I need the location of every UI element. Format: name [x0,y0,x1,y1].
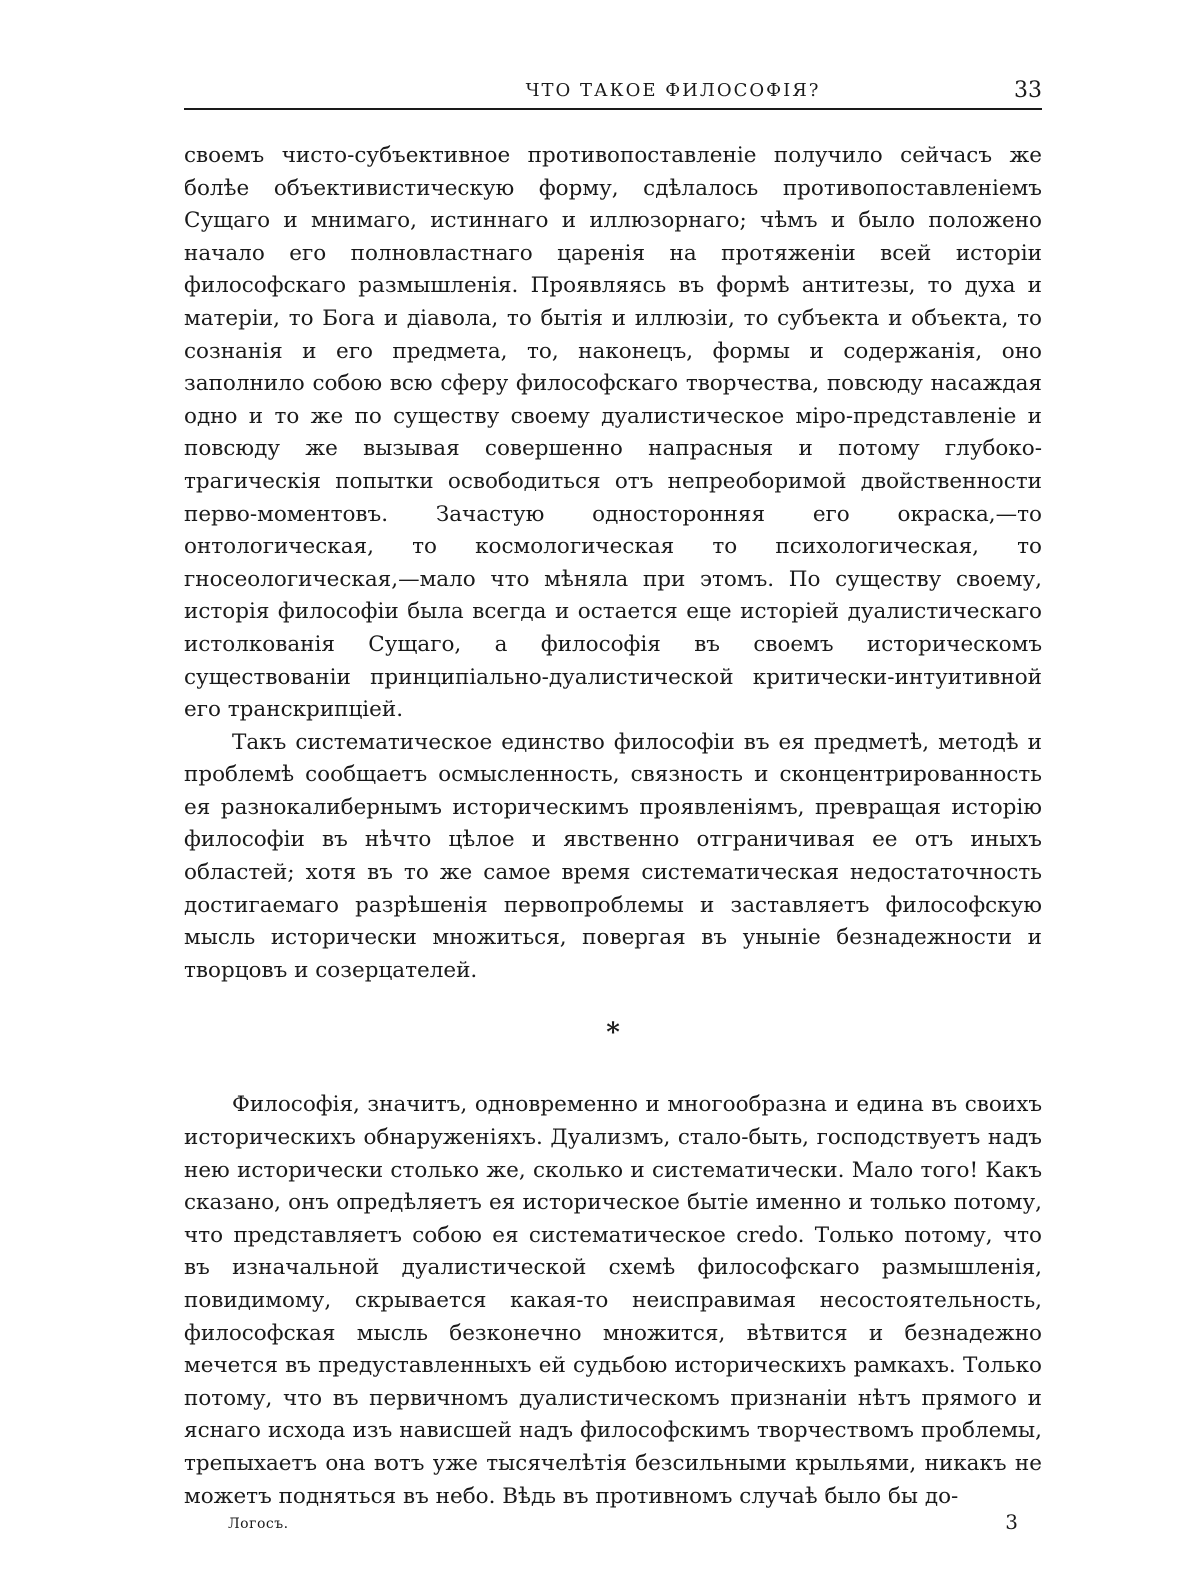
paragraph-3: Философія, значитъ, одновременно и многообразна и едина въ своихъ историческихъ обнаруженіяхъ. Дуализмъ, стало-быть, господствуетъ надъ нею исторически столько же, сколько и систематически. Мало того! Какъ сказано, онъ опредѣляетъ ея историческое бытіе именно и только потому, что представляетъ собою ея систематическое credo. Только потому, что въ изначальной дуалистической схемѣ философскаго размышленія, повидимому, скрывается какая-то неисправимая несостоятельность, философская мысль безконечно множится, вѣтвится и безнадежно мечется въ предуставленныхъ ей судьбою историческихъ рамкахъ. Только потому, что въ первичномъ дуалистическомъ признаніи нѣтъ прямого и яснаго исхода изъ нависшей надъ философскимъ творчествомъ проблемы, трепыхаетъ она вотъ уже тысячелѣтія безсильными крыльями, никакъ не можетъ подняться въ небо. Вѣдь въ противномъ случаѣ было бы до- [184,1092,1042,1509]
paragraph-1: своемъ чисто-субъективное противопоставленіе получило сейчасъ же болѣе объективистическую форму, сдѣлалось противопоставленіемъ Сущаго и мнимаго, истиннаго и иллюзорнаго; чѣмъ и было положено начало его полновластнаго царенія на протяженіи всей исторіи философскаго размышленія. Проявляясь въ формѣ антитезы, то духа и матеріи, то Бога и діавола, то бытія и иллюзіи, то субъекта и объекта, то сознанія и его предмета, то, наконецъ, формы и содержанія, оно заполнило собою всю сферу философскаго творчества, повсюду насаждая одно и то же по существу своему дуалистическое міро-представленіе и повсюду же вызывая совершенно напрасныя и потому глубоко-трагическія попытки освободиться отъ непреоборимой двойственности перво-моментовъ. Зачастую односторонняя его окраска,—то онтологическая, то космологическая то психологическая, то гносеологическая,—мало что мѣняла при этомъ. По существу своему, исторія философіи была всегда и остается еще исторіей дуалистическаго истолкованія Сущаго, а философія въ своемъ историческомъ существованіи принципіально-дуалистической критически-интуитивной его транскрипціей. [184,143,1042,723]
page-header [184,78,1042,108]
signature-mark: 3 [1005,1510,1018,1534]
header-rule [184,108,1042,110]
page-number: 33 [1014,78,1042,103]
section-asterism: * [606,1018,620,1049]
paragraph-2: Такъ систематическое единство философіи въ ея предметѣ, методѣ и проблемѣ сообщаетъ осмысленность, связность и сконцентрированность ея разнокалибернымъ историческимъ проявленіямъ, превращая исторію философіи въ нѣчто цѣлое и явственно отграничивая ее отъ иныхъ областей; хотя въ то же самое время систематическая недостаточность достигаемаго разрѣшенія первопроблемы и заставляетъ философскую мысль исторически множиться, повергая въ уныніе безнадежности и творцовъ и созерцателей. [184,729,1042,983]
body-text [184,140,1042,1513]
printer-signature: Логосъ. [228,1516,289,1532]
running-title: ЧТО ТАКОЕ ФИЛОСОФІЯ? [525,80,821,101]
page-footer [184,1510,1042,1540]
